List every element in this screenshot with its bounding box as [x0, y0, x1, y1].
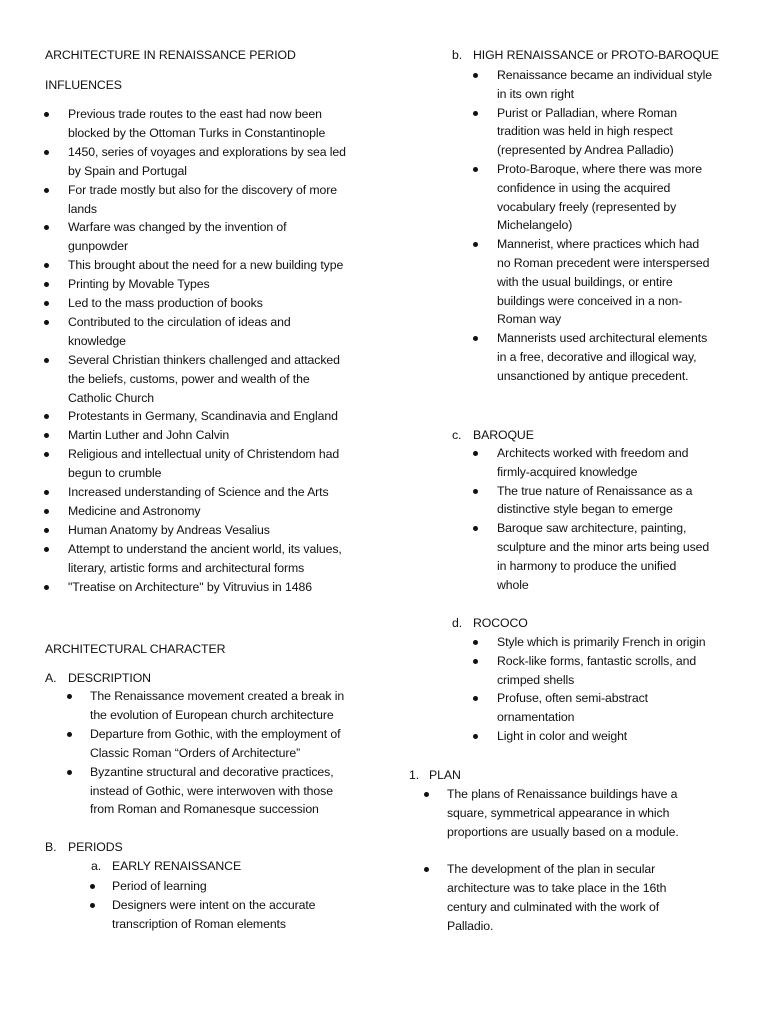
list-item-line: by Spain and Portugal	[68, 163, 187, 178]
list-item-line: Mannerists used architectural elements	[497, 331, 708, 346]
bullet-dot	[90, 884, 95, 889]
list-item-line: firmly-acquired knowledge	[497, 464, 638, 479]
bullet-dot	[473, 640, 478, 645]
baroque-heading: BAROQUE	[473, 428, 534, 442]
list-item-line: Palladio.	[447, 918, 494, 933]
bullet-dot	[44, 490, 49, 495]
list-item-line: (represented by Andrea Palladio)	[497, 143, 674, 158]
list-item-line: For trade mostly but also for the discovery of more	[68, 182, 337, 197]
list-item-line: literary, artistic forms and architectural forms	[68, 560, 305, 575]
bullet-dot	[473, 167, 478, 172]
periods-heading: PERIODS	[68, 840, 123, 854]
list-item-line: Period of learning	[112, 879, 207, 893]
list-item-line: Departure from Gothic, with the employment of	[90, 726, 341, 741]
list-item-line: Roman way	[497, 312, 562, 327]
bullet-dot	[44, 301, 49, 306]
list-item-line: Attempt to understand the ancient world, its values,	[68, 541, 342, 556]
list-item-line: Printing by Movable Types	[68, 277, 210, 292]
bullet-dot	[473, 734, 478, 739]
list-item-line: square, symmetrical appearance in which	[447, 805, 670, 820]
list-item-line: Human Anatomy by Andreas Vesalius	[68, 522, 270, 537]
plan-heading: PLAN	[429, 768, 461, 782]
influences-heading: INFLUENCES	[45, 78, 122, 92]
rococo-heading: ROCOCO	[473, 616, 528, 630]
list-item-line: Profuse, often semi-abstract	[497, 691, 648, 706]
list-item-line: the beliefs, customs, power and wealth of the	[68, 371, 310, 386]
baroque-marker: c.	[452, 428, 462, 442]
list-item-line: "Treatise on Architecture" by Vitruvius in 1486	[68, 579, 312, 594]
list-item-line: Purist or Palladian, where Roman	[497, 105, 677, 120]
early-renaissance-marker: a.	[91, 859, 102, 873]
architectural-character-heading: ARCHITECTURAL CHARACTER	[45, 642, 226, 656]
bullet-dot	[424, 867, 429, 872]
list-item-line: The plans of Renaissance buildings have a	[447, 787, 678, 801]
bullet-dot	[473, 659, 478, 664]
bullet-dot	[44, 509, 49, 514]
list-item-line: distinctive style began to emerge	[497, 502, 673, 517]
bullet-dot	[473, 451, 478, 456]
bullet-dot	[44, 528, 49, 533]
list-item-line: crimped shells	[497, 672, 575, 687]
early-renaissance-heading: EARLY RENAISSANCE	[112, 859, 242, 873]
bullet-dot	[44, 452, 49, 457]
list-item-line: unsanctioned by antique precedent.	[497, 368, 689, 383]
list-item-line: Proto-Baroque, where there was more	[497, 162, 702, 176]
list-item-line: instead of Gothic, were interwoven with those	[90, 783, 333, 798]
description-heading: DESCRIPTION	[68, 671, 151, 685]
bullet-dot	[44, 320, 49, 325]
list-item-line: century and culminated with the work of	[447, 899, 660, 914]
bullet-dot	[44, 150, 49, 155]
high-renaissance-heading: HIGH RENAISSANCE or PROTO-BAROQUE	[473, 48, 719, 62]
list-item-line: Catholic Church	[68, 390, 154, 405]
list-item-line: Led to the mass production of books	[68, 296, 263, 310]
list-item-line: the evolution of European church architecture	[90, 707, 334, 722]
list-item-line: This brought about the need for a new building type	[68, 258, 344, 273]
list-item-line: The development of the plan in secular	[447, 862, 656, 877]
list-item-line: Several Christian thinkers challenged and attacked	[68, 352, 340, 367]
bullet-dot	[67, 694, 72, 699]
description-marker: A.	[45, 671, 57, 685]
list-item-line: proportions are usually based on a module.	[447, 824, 679, 839]
bullet-dot	[44, 433, 49, 438]
bullet-dot	[44, 188, 49, 193]
list-item-line: Increased understanding of Science and the Arts	[68, 485, 329, 499]
bullet-dot	[44, 263, 49, 268]
periods-marker: B.	[45, 840, 57, 854]
list-item-line: The true nature of Renaissance as a	[497, 483, 693, 498]
list-item-line: in a free, decorative and illogical way,	[497, 350, 697, 364]
list-item-line: Rock-like forms, fantastic scrolls, and	[497, 653, 697, 668]
list-item-line: knowledge	[68, 333, 126, 348]
list-item-line: Architects worked with freedom and	[497, 446, 689, 460]
list-item-line: Religious and intellectual unity of Christendom had	[68, 447, 340, 462]
list-item-line: 1450, series of voyages and explorations by sea led	[68, 144, 346, 159]
list-item-line: gunpowder	[68, 239, 128, 254]
bullet-dot	[473, 696, 478, 701]
document-title: ARCHITECTURE IN RENAISSANCE PERIOD	[45, 48, 296, 62]
list-item-line: Warfare was changed by the invention of	[68, 220, 287, 235]
bullet-dot	[473, 336, 478, 341]
list-item-line: tradition was held in high respect	[497, 124, 673, 139]
list-item-line: confidence in using the acquired	[497, 180, 671, 195]
list-item-line: ornamentation	[497, 710, 575, 725]
list-item-line: vocabulary freely (represented by	[497, 199, 677, 214]
bullet-dot	[44, 112, 49, 117]
bullet-dot	[67, 732, 72, 737]
list-item-line: Classic Roman “Orders of Architecture”	[90, 745, 301, 760]
bullet-dot	[473, 111, 478, 116]
list-item-line: blocked by the Ottoman Turks in Constantinople	[68, 125, 326, 140]
bullet-dot	[473, 489, 478, 494]
list-item-line: in harmony to produce the unified	[497, 558, 677, 573]
list-item-line: Medicine and Astronomy	[68, 503, 201, 518]
list-item-line: Martin Luther and John Calvin	[68, 428, 230, 443]
list-item-line: lands	[68, 201, 97, 216]
list-item-line: Contributed to the circulation of ideas and	[68, 314, 291, 329]
list-item-line: Protestants in Germany, Scandinavia and England	[68, 409, 338, 424]
list-item-line: Michelangelo)	[497, 218, 573, 233]
bullet-dot	[44, 585, 49, 590]
list-item-line: Previous trade routes to the east had now been	[68, 107, 322, 121]
list-item-line: begun to crumble	[68, 466, 162, 481]
list-item-line: Mannerist, where practices which had	[497, 237, 700, 252]
list-item-line: sculpture and the minor arts being used	[497, 540, 710, 554]
bullet-dot	[44, 358, 49, 363]
plan-marker: 1.	[409, 768, 420, 782]
list-item-line: The Renaissance movement created a break in	[90, 689, 345, 703]
bullet-dot	[424, 792, 429, 797]
rococo-marker: d.	[452, 616, 463, 630]
list-item-line: no Roman precedent were interspersed	[497, 256, 710, 270]
list-item-line: transcription of Roman elements	[112, 916, 286, 931]
list-item-line: Designers were intent on the accurate	[112, 897, 316, 912]
bullet-dot	[44, 414, 49, 419]
bullet-dot	[473, 242, 478, 247]
list-item-line: Style which is primarily French in origin	[497, 635, 706, 649]
list-item-line: Renaissance became an individual style	[497, 68, 712, 82]
list-item-line: Byzantine structural and decorative practices,	[90, 764, 334, 779]
list-item-line: from Roman and Romanesque succession	[90, 802, 319, 817]
bullet-dot	[473, 73, 478, 78]
high-renaissance-marker: b.	[452, 48, 463, 62]
bullet-dot	[473, 526, 478, 531]
bullet-dot	[44, 282, 49, 287]
bullet-dot	[44, 225, 49, 230]
bullet-dot	[44, 547, 49, 552]
list-item-line: with the usual buildings, or entire	[497, 274, 673, 289]
bullet-dot	[90, 903, 95, 908]
list-item-line: Light in color and weight	[497, 729, 628, 743]
bullet-dot	[67, 770, 72, 775]
list-item-line: in its own right	[497, 86, 574, 101]
list-item-line: buildings were conceived in a non-	[497, 293, 683, 308]
list-item-line: whole	[497, 577, 529, 592]
list-item-line: Baroque saw architecture, painting,	[497, 521, 687, 536]
list-item-line: architecture was to take place in the 16th	[447, 881, 667, 895]
